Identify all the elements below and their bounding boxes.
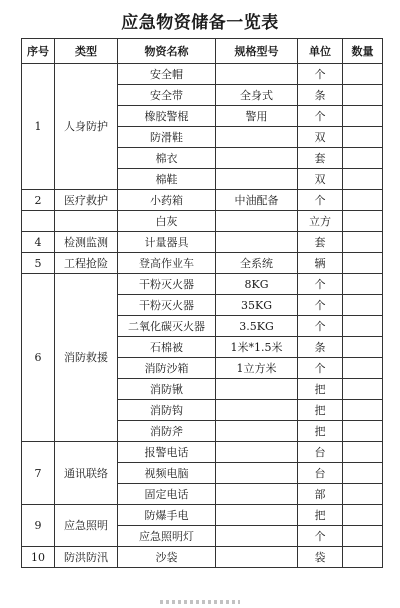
table-row [22,547,383,568]
item-unit-cell: 双 [298,169,343,190]
item-unit-cell: 双 [298,127,343,148]
item-qty-cell [343,85,383,106]
item-qty-cell [343,379,383,400]
item-name-cell: 防爆手电 [118,505,216,526]
item-name-cell: 计量器具 [118,232,216,253]
item-qty-cell [343,295,383,316]
group-type-cell: 应急照明 [55,505,118,547]
item-spec-cell: 35KG [216,295,298,316]
table-row [22,190,383,211]
item-spec-cell: 1立方米 [216,358,298,379]
group-number-cell: 7 [22,442,55,505]
item-name-cell: 防滑鞋 [118,127,216,148]
group-type-cell: 消防救援 [55,274,118,442]
item-name-cell: 消防钩 [118,400,216,421]
item-unit-cell: 套 [298,232,343,253]
header-row [22,39,383,64]
item-qty-cell [343,526,383,547]
group-number-cell [22,211,55,232]
inventory-table [21,38,383,568]
item-unit-cell: 台 [298,442,343,463]
item-unit-cell: 立方 [298,211,343,232]
page-footer-mark [160,600,240,604]
item-name-cell: 二氧化碳灭火器 [118,316,216,337]
column-header-type: 类型 [55,39,118,64]
item-spec-cell [216,211,298,232]
item-spec-cell: 警用 [216,106,298,127]
column-header-spec: 规格型号 [216,39,298,64]
item-qty-cell [343,127,383,148]
group-number-cell: 10 [22,547,55,568]
item-spec-cell [216,526,298,547]
table-row [22,442,383,463]
item-qty-cell [343,148,383,169]
item-spec-cell [216,484,298,505]
item-qty-cell [343,169,383,190]
item-name-cell: 安全带 [118,85,216,106]
table-row [22,505,383,526]
item-name-cell: 应急照明灯 [118,526,216,547]
item-unit-cell: 把 [298,379,343,400]
item-unit-cell: 袋 [298,547,343,568]
item-unit-cell: 个 [298,295,343,316]
item-qty-cell [343,484,383,505]
table-row [22,253,383,274]
item-qty-cell [343,421,383,442]
group-number-cell: 9 [22,505,55,547]
item-name-cell: 白灰 [118,211,216,232]
item-spec-cell [216,127,298,148]
table-header [22,39,383,64]
item-unit-cell: 把 [298,400,343,421]
item-qty-cell [343,211,383,232]
table-row [22,274,383,295]
group-number-cell: 2 [22,190,55,211]
group-type-cell: 通讯联络 [55,442,118,505]
item-spec-cell: 中油配备 [216,190,298,211]
item-name-cell: 棉鞋 [118,169,216,190]
item-name-cell: 石棉被 [118,337,216,358]
group-type-cell: 医疗救护 [55,190,118,211]
item-qty-cell [343,505,383,526]
item-unit-cell: 辆 [298,253,343,274]
item-qty-cell [343,358,383,379]
item-spec-cell: 3.5KG [216,316,298,337]
item-spec-cell [216,421,298,442]
column-header-name: 物资名称 [118,39,216,64]
item-spec-cell [216,547,298,568]
item-qty-cell [343,64,383,85]
item-name-cell: 消防沙箱 [118,358,216,379]
item-spec-cell [216,169,298,190]
item-qty-cell [343,463,383,484]
item-qty-cell [343,400,383,421]
item-spec-cell [216,148,298,169]
group-type-cell: 检测监测 [55,232,118,253]
item-qty-cell [343,190,383,211]
item-qty-cell [343,442,383,463]
table-row [22,211,383,232]
item-unit-cell: 把 [298,421,343,442]
item-unit-cell: 个 [298,190,343,211]
item-spec-cell [216,232,298,253]
item-spec-cell [216,64,298,85]
item-unit-cell: 个 [298,358,343,379]
item-name-cell: 橡胶警棍 [118,106,216,127]
item-qty-cell [343,106,383,127]
item-spec-cell [216,463,298,484]
group-number-cell: 6 [22,274,55,442]
item-spec-cell [216,379,298,400]
column-header-unit: 单位 [298,39,343,64]
item-qty-cell [343,253,383,274]
column-header-no: 序号 [22,39,55,64]
item-name-cell: 消防斧 [118,421,216,442]
item-qty-cell [343,547,383,568]
group-type-cell: 人身防护 [55,64,118,190]
group-number-cell: 5 [22,253,55,274]
item-qty-cell [343,274,383,295]
item-unit-cell: 个 [298,274,343,295]
item-spec-cell [216,400,298,421]
item-unit-cell: 套 [298,148,343,169]
item-spec-cell: 全身式 [216,85,298,106]
item-qty-cell [343,316,383,337]
item-unit-cell: 台 [298,463,343,484]
item-qty-cell [343,337,383,358]
item-name-cell: 安全帽 [118,64,216,85]
item-name-cell: 沙袋 [118,547,216,568]
table-row [22,232,383,253]
item-name-cell: 登高作业车 [118,253,216,274]
page-title: 应急物资储备一览表 [121,13,279,33]
item-unit-cell: 个 [298,106,343,127]
item-unit-cell: 条 [298,337,343,358]
item-unit-cell: 个 [298,316,343,337]
item-spec-cell: 8KG [216,274,298,295]
group-number-cell: 4 [22,232,55,253]
group-number-cell: 1 [22,64,55,190]
item-name-cell: 报警电话 [118,442,216,463]
group-type-cell: 防洪防汛 [55,547,118,568]
item-unit-cell: 条 [298,85,343,106]
item-unit-cell: 个 [298,64,343,85]
table-body [22,64,383,568]
item-unit-cell: 个 [298,526,343,547]
table-row [22,64,383,85]
item-unit-cell: 把 [298,505,343,526]
group-type-cell [55,211,118,232]
item-unit-cell: 部 [298,484,343,505]
item-name-cell: 消防锹 [118,379,216,400]
item-spec-cell [216,442,298,463]
item-name-cell: 干粉灭火器 [118,295,216,316]
item-name-cell: 视频电脑 [118,463,216,484]
item-name-cell: 固定电话 [118,484,216,505]
item-name-cell: 小药箱 [118,190,216,211]
column-header-qty: 数量 [343,39,383,64]
item-name-cell: 棉衣 [118,148,216,169]
item-spec-cell [216,505,298,526]
item-spec-cell: 1米*1.5米 [216,337,298,358]
item-name-cell: 干粉灭火器 [118,274,216,295]
item-qty-cell [343,232,383,253]
item-spec-cell: 全系统 [216,253,298,274]
group-type-cell: 工程抢险 [55,253,118,274]
